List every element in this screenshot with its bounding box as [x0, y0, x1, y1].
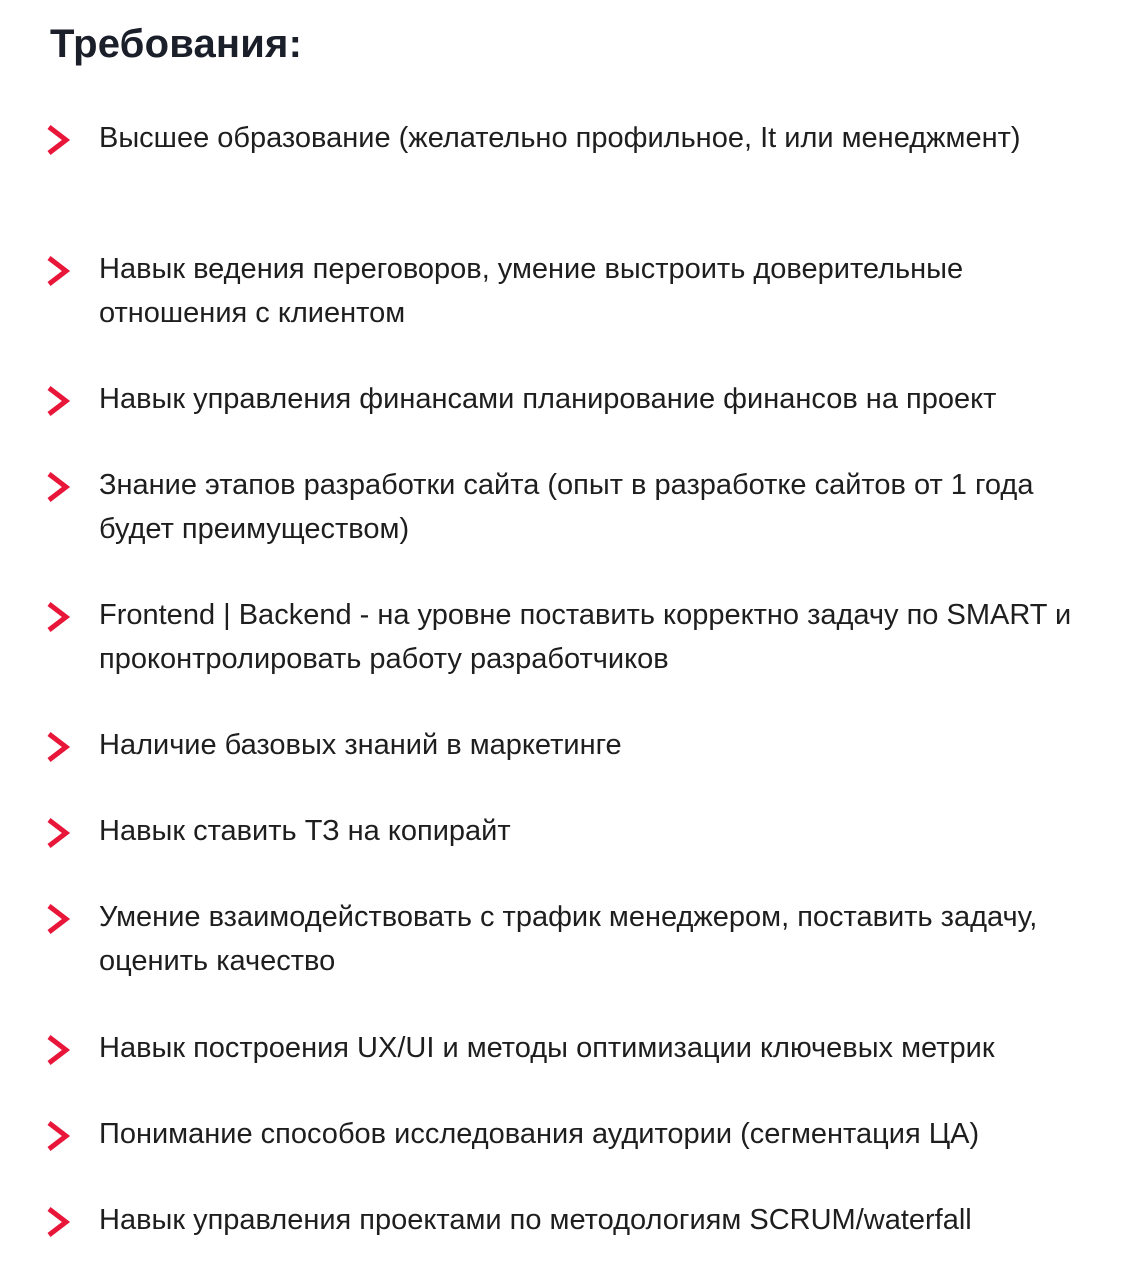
chevron-right-icon: [46, 255, 72, 287]
list-item-text: Навык ставить ТЗ на копирайт: [99, 815, 511, 847]
list-item-text: Высшее образование (желательно профильное, It или менеджмент): [99, 122, 1021, 154]
list-item-text: Умение взаимодействовать с трафик менеджером, поставить задачу, оценить качество: [99, 901, 1038, 977]
chevron-right-icon: [46, 903, 72, 935]
list-item-text: Frontend | Backend - на уровне поставить корректно задачу по SMART и проконтролировать работу разработчиков: [99, 599, 1072, 675]
list-item-text: Наличие базовых знаний в маркетинге: [99, 729, 622, 761]
list-item-text: Навык управления проектами по методологиям SCRUM/waterfall: [99, 1204, 972, 1236]
list-item-text: Навык построения UX/UI и методы оптимизации ключевых метрик: [99, 1032, 995, 1064]
list-item-text: Навык управления финансами планирование финансов на проект: [99, 383, 997, 415]
chevron-right-icon: [46, 1206, 72, 1238]
list-item-text: Понимание способов исследования аудитории (сегментация ЦА): [99, 1118, 980, 1150]
chevron-right-icon: [46, 601, 72, 633]
chevron-right-icon: [46, 817, 72, 849]
list-item-text: Знание этапов разработки сайта (опыт в разработке сайтов от 1 года будет преимуществом): [99, 469, 1034, 545]
chevron-right-icon: [46, 471, 72, 503]
chevron-right-icon: [46, 731, 72, 763]
page-title: Требования:: [50, 22, 303, 66]
chevron-right-icon: [46, 1120, 72, 1152]
chevron-right-icon: [46, 1034, 72, 1066]
list-item-text: Навык ведения переговоров, умение выстроить доверительные отношения с клиентом: [99, 253, 964, 329]
chevron-right-icon: [46, 385, 72, 417]
chevron-right-icon: [46, 124, 72, 156]
